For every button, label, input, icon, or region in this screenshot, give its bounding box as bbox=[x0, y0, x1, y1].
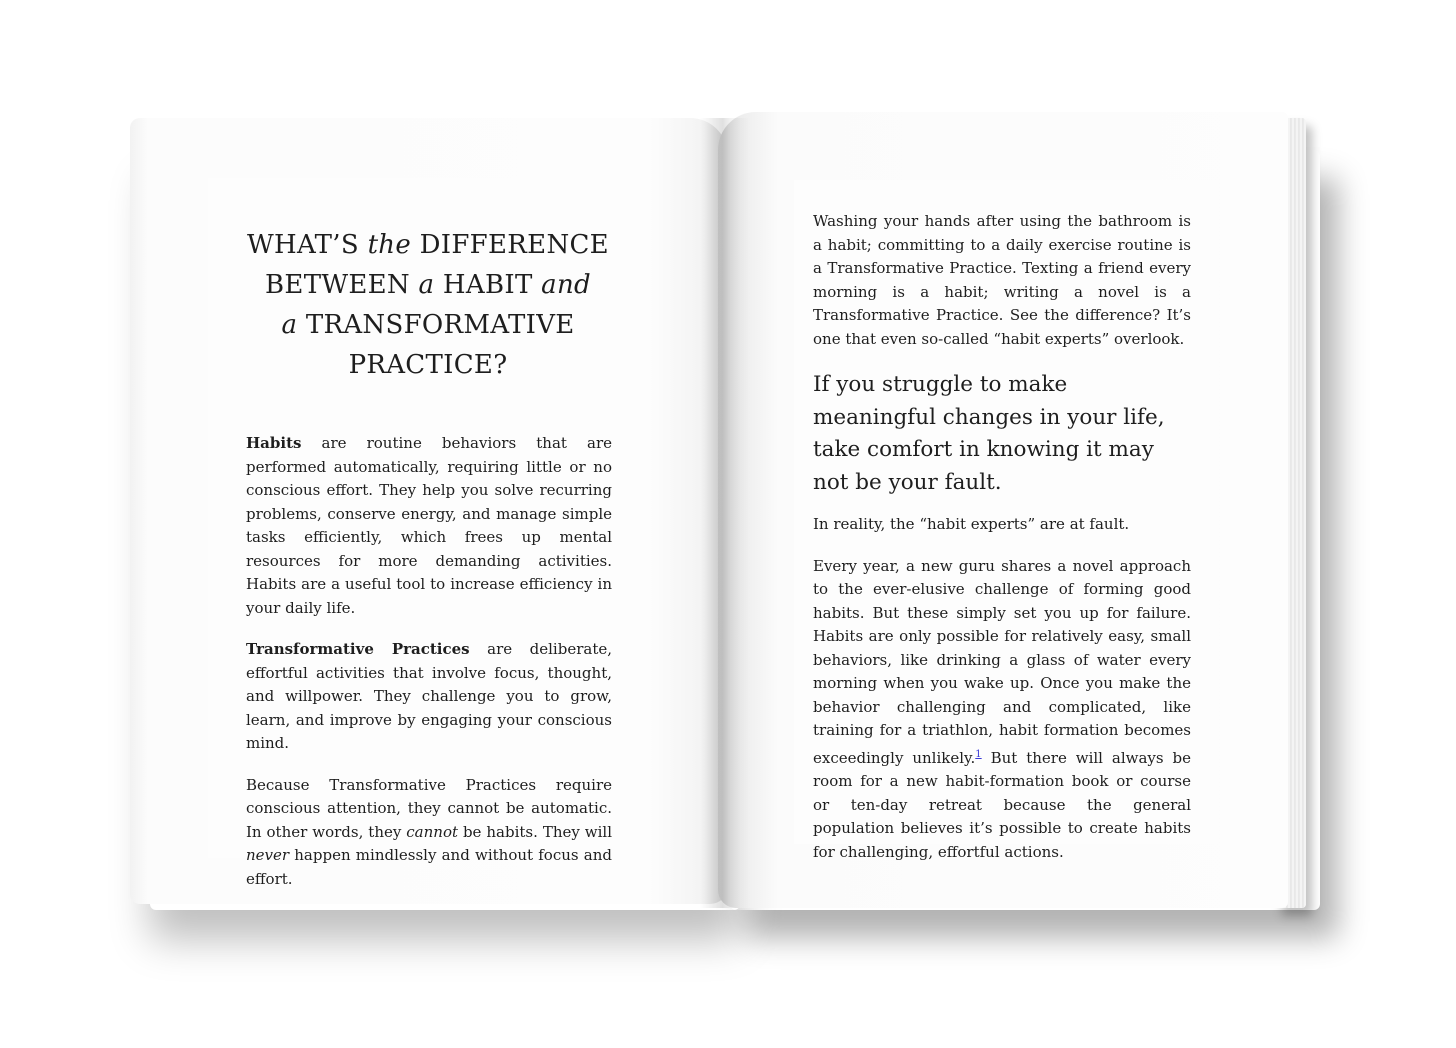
reality-paragraph: In reality, the “habit experts” are at fault. bbox=[813, 515, 1130, 533]
transformative-practices-term: Transformative Practices bbox=[246, 640, 470, 658]
examples-paragraph: Washing your hands after using the bathroom is a habit; committing to a daily exercise routine is a Transformative Practice. Texting a friend every morning is a habit; writing a novel is a Transformative Practice. See the difference? It’s one that even so-called “habit experts” overlook. bbox=[813, 212, 1191, 348]
habits-definition: Habits are routine behaviors that are performed automatically, requiring little or no conscious effort. They help you solve recurring problems, conserve energy, and manage simple tasks efficiently, which frees up mental resources for more demanding activities. Habits are a useful tool to increase efficiency in your daily life. bbox=[246, 434, 612, 617]
book-spine bbox=[700, 118, 750, 908]
habits-term: Habits bbox=[246, 434, 302, 452]
transformative-practices-definition: Transformative Practices are deliberate, effortful activities that involve focus, thought, and willpower. They challenge you to grow, learn, and improve by engaging your conscious mind. bbox=[246, 640, 612, 752]
left-page-body bbox=[246, 432, 612, 909]
conclusion-paragraph: Because Transformative Practices require conscious attention, they cannot be automatic. In other words, they cannot be habits. They will never happen mindlessly and without focus and effort. bbox=[246, 775, 613, 888]
pull-quote: If you struggle to make meaningful changes in your life, take comfort in knowing it may not be your fault. bbox=[813, 372, 1165, 495]
guru-paragraph: Every year, a new guru shares a novel approach to the ever-elusive challenge of forming good habits. But these simply set you up for failure. Habits are only possible for relatively easy, small behaviors, like drinking a glass of water every morning when you wake up. Once you make the behavior challenging and complicated, like training for a triathlon, habit formation becomes exceedingly unlikely.$^1$ But there will always be room for a new habit-formation book or course or ten-day retreat because the general population believes it’s possible to create habits for challenging, effortful actions. bbox=[813, 556, 1191, 861]
footnote-link[interactable]: 1 bbox=[975, 748, 982, 760]
chapter-title: WHAT’S the DIFFERENCE BETWEEN a HABIT and a TRANSFORMATIVE PRACTICE? bbox=[247, 230, 609, 380]
right-page-body bbox=[813, 210, 1191, 882]
